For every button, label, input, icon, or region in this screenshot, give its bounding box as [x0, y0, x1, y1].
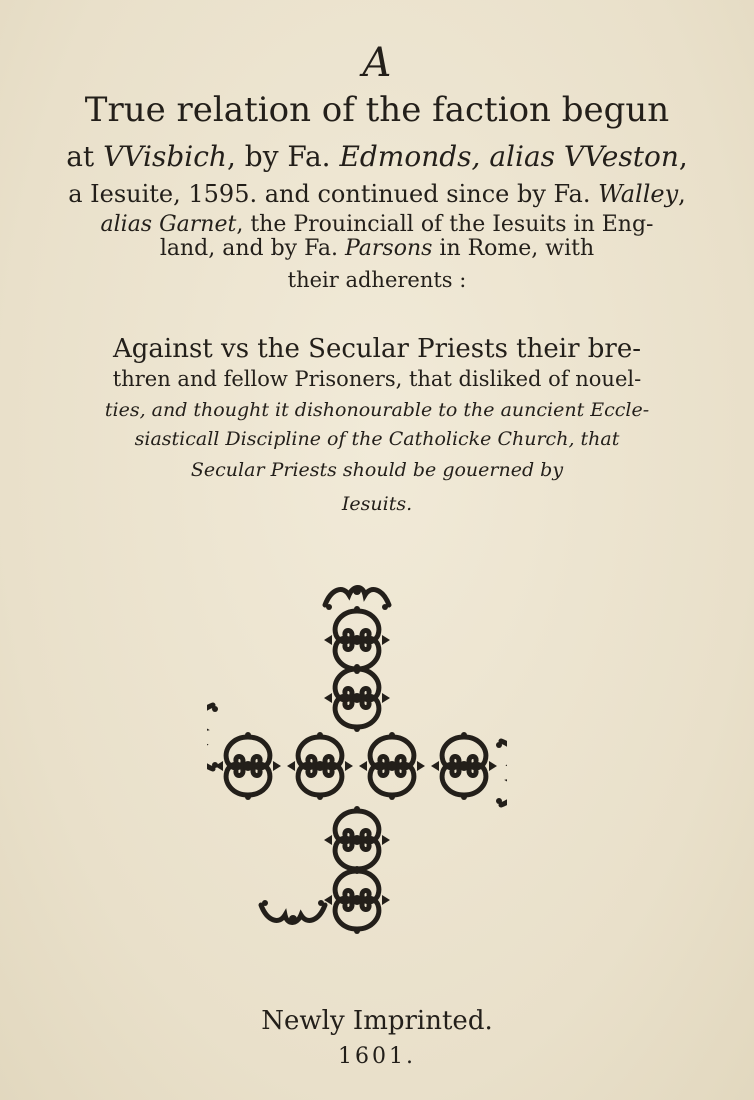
title-line-5-part-3: in Rome, with: [432, 236, 595, 261]
title-line-5-name: Parsons: [344, 236, 433, 261]
title-line-2: [0, 140, 754, 173]
title-line-2-place: VVisbich: [103, 140, 227, 173]
title-line-2-part-5: ,: [678, 140, 688, 173]
title-line-5: [0, 236, 754, 261]
title-line-4-alias: alias Garnet: [100, 212, 237, 237]
title-line-6: their adherents :: [287, 268, 467, 292]
subtitle-line-4: siasticall Discipline of the Catholicke Church, that: [134, 428, 620, 450]
title-line-3-part-3: ,: [678, 180, 686, 208]
cross-ornament-icon: [207, 583, 507, 948]
title-line-3: [0, 180, 754, 208]
title-line-2-part-3: , by Fa.: [226, 140, 340, 173]
title-line-1: True relation of the faction begun: [84, 90, 670, 130]
title-line-3-name: Walley: [598, 180, 679, 208]
subtitle-line-2: thren and fellow Prisoners, that disliked of nouel-: [112, 367, 642, 391]
title-line-2-names: Edmonds, alias VVeston: [339, 140, 679, 173]
subtitle-line-5: Secular Priests should be gouerned by: [190, 459, 564, 481]
title-line-2-part-1: at: [66, 140, 104, 173]
title-line-4: [0, 212, 754, 237]
subtitle-line-1: Against vs the Secular Priests their bre-: [112, 334, 642, 364]
subtitle-line-6: Iesuits.: [341, 493, 413, 515]
title-line-4-part-2: , the Prouinciall of the Iesuits in Eng-: [236, 212, 654, 237]
title-initial: A: [362, 40, 392, 86]
title-line-5-part-1: land, and by Fa.: [159, 236, 345, 261]
title-line-3-part-1: a Iesuite, 1595. and continued since by Fa.: [68, 180, 599, 208]
subtitle-line-3: ties, and thought it dishonourable to the auncient Eccle-: [104, 399, 650, 421]
imprint-note: Newly Imprinted.: [261, 1006, 493, 1036]
imprint-year: 1601.: [338, 1044, 416, 1069]
